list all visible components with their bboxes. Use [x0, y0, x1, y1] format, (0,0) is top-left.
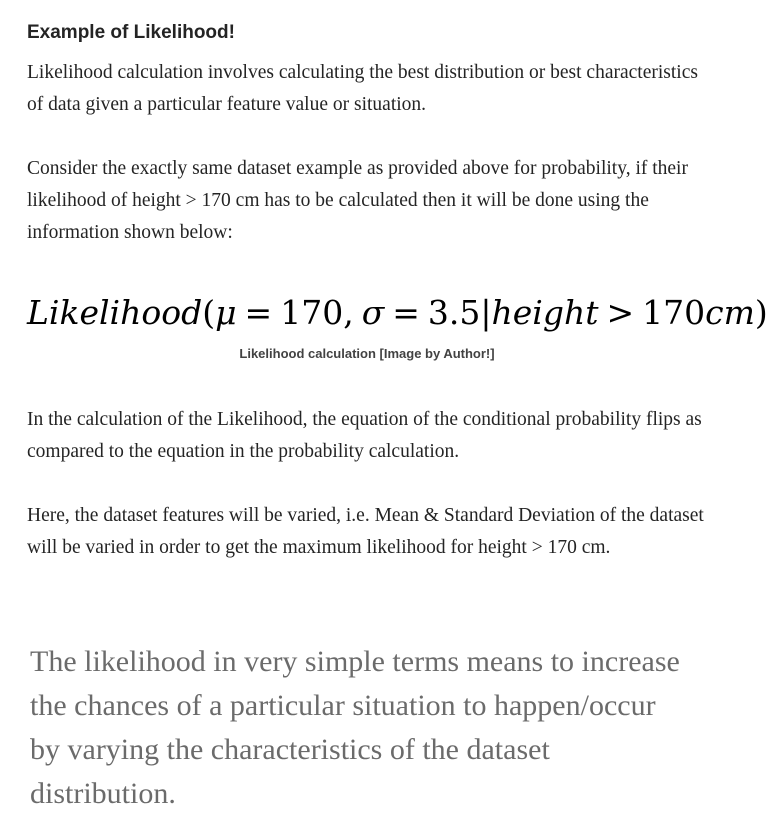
equation-mu-symbol: μ: [215, 293, 237, 332]
equation-mu-value: 170,: [280, 293, 354, 332]
equation-unit: cm: [705, 293, 755, 332]
equation-equals-sign: =: [244, 293, 273, 332]
equation-equals-sign-2: =: [392, 293, 420, 332]
pull-quote: The likelihood in very simple terms means to increase the chances of a particular situation to happen/occur by varying the characteristics of the dataset distribution.: [30, 645, 680, 810]
likelihood-equation: [27, 288, 768, 338]
equation-condition-variable: height: [491, 293, 599, 332]
equation-given-bar: |: [480, 293, 492, 332]
figure-caption: Likelihood calculation [Image by Author!]: [239, 346, 495, 361]
equation-sigma-symbol: σ: [361, 293, 385, 332]
paragraph-conditional-probability: In the calculation of the Likelihood, the equation of the conditional probability flips as compared to the equation in the probability calculation.: [27, 409, 702, 462]
paragraph-dataset-example: Consider the exactly same dataset example as provided above for probability, if their likelihood of height > 170 cm has to be calculated then it will be done using the information shown below:: [27, 158, 688, 243]
section-title: Example of Likelihood!: [27, 22, 235, 43]
equation-threshold-value: 170: [642, 293, 706, 332]
paragraph-likelihood-definition: Likelihood calculation involves calculating the best distribution or best characteristics of data given a particular feature value or situation.: [27, 62, 698, 115]
paragraph-varied-features: Here, the dataset features will be varied, i.e. Mean & Standard Deviation of the dataset will be varied in order to get the maximum likelihood for height > 170 cm.: [27, 505, 704, 558]
equation-greater-than: >: [606, 293, 635, 332]
equation-function-name: Likelihood: [27, 293, 203, 332]
equation-open-paren: (: [202, 293, 216, 332]
equation-sigma-value: 3.5: [427, 293, 481, 332]
equation-close-paren: ): [754, 293, 768, 332]
